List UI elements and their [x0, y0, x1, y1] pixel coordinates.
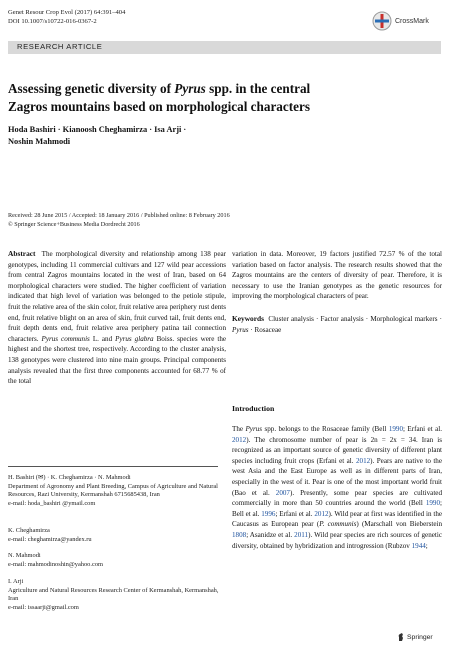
abstract-paragraph: Abstract The morphological diversity and relationship among 138 pear genotypes, including 11 commercial cultivars and 127 wild pear accessions from central Zagros mountains located in the west of Iran, based on 64 morphological characters were studied. The higher coefficient of variation indicated that high level of variation was belonged to the petiole stipule, fruit the relative area of the skin color, fruit relative area periphery rust dents end, fruit relative blight on an area of skin, fruit curved tail, fruit dents end, fruit depth dents end, fruit relative area periphery patina tail connection characters. Pyrus communis L. and Pyrus glabra Boiss. species were the highest and the shortest tree, respectively. According to the cluster analysis, 138 genotypes were clustered into nine main groups. Principal components analysis revealed that the first three components accounted for 68.77 % of the total	[8, 249, 227, 386]
affiliation-name: K. Cheghamirza	[8, 527, 50, 534]
citation-link[interactable]: 1990	[425, 499, 441, 508]
crossmark-badge[interactable]	[372, 10, 440, 32]
affiliation-3	[8, 552, 223, 569]
affiliation-email[interactable]: e-mail: cheghamirza@yandex.ru	[8, 535, 92, 543]
publisher-logo	[397, 632, 433, 642]
crossmark-icon	[372, 11, 392, 31]
title-line-1: Assessing genetic diversity of Pyrus spp. in the central	[8, 81, 311, 96]
article-title	[8, 80, 441, 116]
affiliation-name: N. Mahmodi	[8, 552, 41, 559]
citation-link[interactable]: 1944	[411, 541, 426, 550]
affiliation-department: Agriculture and Natural Resources Research Center of Kermanshah, Kermanshah, Iran	[8, 586, 219, 603]
authors-line-1: Hoda Bashiri · Kianoosh Cheghamirza · Isa Arji ·	[8, 125, 187, 134]
copyright-notice: © Springer Science+Business Media Dordrecht 2016	[8, 220, 140, 228]
history-dates: Received: 28 June 2015 / Accepted: 18 January 2016 / Published online: 8 February 2016	[8, 212, 230, 219]
article-type-banner	[8, 41, 441, 54]
abstract-heading: Abstract	[8, 249, 36, 258]
citation-link[interactable]: 2012	[232, 435, 247, 444]
affiliation-email[interactable]: e-mail: hoda_bashiri @ymail.com	[8, 499, 96, 507]
affiliation-department: Department of Agronomy and Plant Breeding, Campus of Agriculture and Natural Resources, Razi University, Kermanshah 6715685438, Iran	[8, 482, 218, 499]
keywords-heading: Keywords	[232, 313, 265, 323]
springer-horse-icon	[397, 632, 405, 642]
citation-link[interactable]: 2011	[294, 530, 309, 539]
article-type-label: RESEARCH ARTICLE	[17, 42, 103, 51]
keywords-paragraph: Keywords Cluster analysis · Factor analysis · Morphological markers · Pyrus · Rosaceae	[232, 313, 442, 334]
affiliation-name: I. Arji	[8, 578, 24, 585]
publication-dates	[8, 212, 441, 229]
affiliation-email[interactable]: e-mail: issaarji@gmail.com	[8, 603, 79, 611]
footnote-divider	[8, 466, 218, 467]
citation-link[interactable]: 1990	[388, 425, 403, 433]
affiliation-1	[8, 474, 223, 508]
citation-link[interactable]: 2012	[314, 509, 329, 518]
citation-link[interactable]: 2012	[355, 456, 371, 465]
affiliation-email[interactable]: e-mail: mahmodinoshin@yahoo.com	[8, 560, 103, 568]
citation-link[interactable]: 2007	[275, 488, 290, 497]
publisher-name: Springer	[407, 633, 433, 641]
journal-line: Genet Resour Crop Evol (2017) 64:391–404	[8, 9, 126, 16]
author-list	[8, 124, 441, 147]
doi-line: DOI 10.1007/s10722-016-0367-2	[8, 18, 97, 25]
introduction-body	[232, 424, 442, 551]
introduction-paragraph: The Pyrus spp. belongs to the Rosaceae family (Bell 1990; Erfani et al. 2012). The chromosome number of pear is 2n = 2x = 34. Iran is recognized as an important source of genetic diversity of different plant species including fruit crops (Erfani et al. 2012). Pears are native to the west Asia and the East Europe as well as in different parts of Iran, especially in the west of it. Pear is one of the most important world fruit (Bao et al. 2007). Presently, some pear species are cultivated commercially in more than 50 countries around the world (Bell 1990; Bell et al. 1996; Erfani et al. 2012). Wild pear at first was identified in the Caucasus as European pear (P. communis) (Marschall von Bieberstein 1808; Asanidze et al. 2011). Wild pear species are rich sources of genetic diversity, obtained by hybridization and introgression (Rubzov 1944;	[232, 425, 443, 550]
abstract-section	[8, 249, 226, 387]
citation-link[interactable]: 1808	[232, 530, 247, 539]
authors-line-2: Noshin Mahmodi	[8, 136, 71, 146]
citation-link[interactable]: 1996	[261, 509, 276, 518]
journal-citation	[8, 8, 125, 26]
introduction-heading: Introduction	[232, 404, 275, 413]
right-column-top	[232, 249, 442, 335]
title-line-2: Zagros mountains based on morphological characters	[8, 99, 310, 114]
affiliation-names: H. Bashiri (✉) · K. Cheghamirza · N. Mahmodi	[8, 474, 131, 481]
affiliation-4	[8, 578, 223, 612]
abstract-continued: variation in data. Moreover, 19 factors justified 72.57 % of the total variation based on factor analysis. The research results showed that the Zagros mountains are the centers of diversity of pear. Therefore, it is necessary to use the Iranian genotypes as the genetic resources for improving the morphological characters of pear.	[232, 250, 442, 301]
crossmark-label: CrossMark	[395, 17, 429, 25]
affiliation-2	[8, 527, 223, 544]
